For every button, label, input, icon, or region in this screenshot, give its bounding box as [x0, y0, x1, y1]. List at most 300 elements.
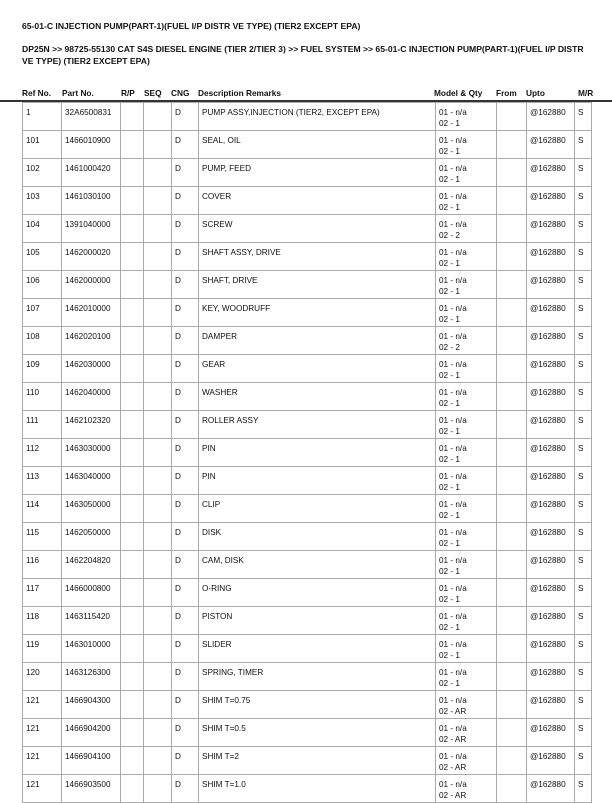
cell-from	[497, 551, 527, 579]
cell-upto: @162880	[527, 411, 575, 439]
cell-mr: S	[575, 663, 592, 691]
model-qty-line: 01 - n/a	[439, 304, 467, 313]
cell-upto: @162880	[527, 495, 575, 523]
cell-mr: S	[575, 439, 592, 467]
col-mr: M/R	[578, 88, 594, 98]
cell-rp	[121, 495, 144, 523]
cell-rp	[121, 691, 144, 719]
cell-from	[497, 299, 527, 327]
cell-desc: SHIM T=0.5	[199, 719, 436, 747]
col-cng: CNG	[171, 88, 190, 98]
cell-rp	[121, 159, 144, 187]
model-qty-line: 01 - n/a	[439, 276, 467, 285]
cell-ref: 111	[23, 411, 62, 439]
cell-mr: S	[575, 411, 592, 439]
cell-upto: @162880	[527, 523, 575, 551]
model-qty-line: 01 - n/a	[439, 416, 467, 425]
cell-rp	[121, 747, 144, 775]
cell-model	[436, 271, 497, 299]
cell-ref: 118	[23, 607, 62, 635]
cell-cng: D	[172, 691, 199, 719]
cell-from	[497, 635, 527, 663]
model-qty-line: 01 - n/a	[439, 220, 467, 229]
model-qty-line: 02 - 1	[439, 455, 460, 464]
cell-model	[436, 663, 497, 691]
cell-upto: @162880	[527, 159, 575, 187]
model-qty-line: 02 - 1	[439, 175, 460, 184]
model-qty-line: 02 - AR	[439, 735, 467, 744]
cell-rp	[121, 579, 144, 607]
model-qty-line: 02 - AR	[439, 763, 467, 772]
cell-from	[497, 103, 527, 131]
cell-mr: S	[575, 467, 592, 495]
cell-mr: S	[575, 103, 592, 131]
cell-model	[436, 299, 497, 327]
model-qty-line: 01 - n/a	[439, 248, 467, 257]
cell-part: 1466904100	[62, 747, 121, 775]
cell-cng: D	[172, 271, 199, 299]
cell-from	[497, 187, 527, 215]
cell-model	[436, 607, 497, 635]
cell-upto: @162880	[527, 271, 575, 299]
cell-from	[497, 411, 527, 439]
table-row	[23, 635, 592, 663]
cell-part: 1462102320	[62, 411, 121, 439]
model-qty-line: 02 - AR	[439, 707, 467, 716]
cell-desc: COVER	[199, 187, 436, 215]
cell-cng: D	[172, 579, 199, 607]
cell-rp	[121, 355, 144, 383]
cell-cng: D	[172, 719, 199, 747]
cell-upto: @162880	[527, 467, 575, 495]
cell-seq	[144, 439, 172, 467]
cell-part: 1462010000	[62, 299, 121, 327]
model-qty-line: 01 - n/a	[439, 388, 467, 397]
cell-from	[497, 691, 527, 719]
col-from: From	[496, 88, 517, 98]
cell-cng: D	[172, 411, 199, 439]
cell-mr: S	[575, 215, 592, 243]
cell-cng: D	[172, 243, 199, 271]
cell-part: 32A6500831	[62, 103, 121, 131]
cell-model	[436, 187, 497, 215]
cell-seq	[144, 215, 172, 243]
cell-rp	[121, 299, 144, 327]
cell-model	[436, 719, 497, 747]
cell-upto: @162880	[527, 635, 575, 663]
col-ref: Ref No.	[22, 88, 52, 98]
cell-cng: D	[172, 663, 199, 691]
table-row	[23, 187, 592, 215]
cell-rp	[121, 271, 144, 299]
cell-seq	[144, 579, 172, 607]
cell-cng: D	[172, 187, 199, 215]
model-qty-line: 02 - 1	[439, 259, 460, 268]
cell-ref: 119	[23, 635, 62, 663]
table-row	[23, 439, 592, 467]
cell-part: 1462020100	[62, 327, 121, 355]
model-qty-line: 01 - n/a	[439, 584, 467, 593]
model-qty-line: 01 - n/a	[439, 612, 467, 621]
cell-desc: SHIM T=2	[199, 747, 436, 775]
cell-seq	[144, 719, 172, 747]
cell-desc: SPRING, TIMER	[199, 663, 436, 691]
model-qty-line: 02 - 1	[439, 147, 460, 156]
cell-desc: DAMPER	[199, 327, 436, 355]
cell-ref: 106	[23, 271, 62, 299]
model-qty-line: 02 - 1	[439, 651, 460, 660]
cell-part: 1463126300	[62, 663, 121, 691]
cell-seq	[144, 299, 172, 327]
col-desc: Description Remarks	[198, 88, 282, 98]
cell-part: 1466904300	[62, 691, 121, 719]
cell-cng: D	[172, 299, 199, 327]
col-rp: R/P	[121, 88, 135, 98]
table-row	[23, 579, 592, 607]
cell-model	[436, 523, 497, 551]
table-row	[23, 103, 592, 131]
cell-upto: @162880	[527, 215, 575, 243]
cell-desc: WASHER	[199, 383, 436, 411]
cell-part: 1462000020	[62, 243, 121, 271]
cell-mr: S	[575, 271, 592, 299]
model-qty-line: 01 - n/a	[439, 668, 467, 677]
cell-part: 1463010000	[62, 635, 121, 663]
cell-mr: S	[575, 299, 592, 327]
cell-part: 1466903500	[62, 775, 121, 803]
cell-seq	[144, 159, 172, 187]
cell-ref: 109	[23, 355, 62, 383]
cell-mr: S	[575, 187, 592, 215]
table-row	[23, 327, 592, 355]
cell-upto: @162880	[527, 439, 575, 467]
model-qty-line: 02 - 1	[439, 203, 460, 212]
cell-ref: 103	[23, 187, 62, 215]
model-qty-line: 01 - n/a	[439, 360, 467, 369]
table-row	[23, 775, 592, 803]
cell-part: 1463040000	[62, 467, 121, 495]
cell-cng: D	[172, 775, 199, 803]
cell-rp	[121, 607, 144, 635]
cell-mr: S	[575, 131, 592, 159]
cell-mr: S	[575, 747, 592, 775]
model-qty-line: 02 - 1	[439, 539, 460, 548]
cell-model	[436, 635, 497, 663]
model-qty-line: 02 - 1	[439, 371, 460, 380]
cell-desc: DISK	[199, 523, 436, 551]
cell-part: 1463050000	[62, 495, 121, 523]
cell-part: 1463115420	[62, 607, 121, 635]
col-seq: SEQ	[144, 88, 162, 98]
cell-upto: @162880	[527, 691, 575, 719]
cell-model	[436, 467, 497, 495]
cell-rp	[121, 215, 144, 243]
cell-cng: D	[172, 355, 199, 383]
col-part: Part No.	[62, 88, 94, 98]
model-qty-line: 02 - 2	[439, 343, 460, 352]
cell-seq	[144, 327, 172, 355]
cell-model	[436, 159, 497, 187]
col-model: Model & Qty	[434, 88, 483, 98]
cell-from	[497, 719, 527, 747]
cell-part: 1462040000	[62, 383, 121, 411]
cell-rp	[121, 439, 144, 467]
model-qty-line: 02 - 1	[439, 623, 460, 632]
cell-model	[436, 439, 497, 467]
col-upto: Upto	[526, 88, 545, 98]
table-row	[23, 523, 592, 551]
cell-rp	[121, 327, 144, 355]
cell-desc: SHIM T=1.0	[199, 775, 436, 803]
cell-rp	[121, 775, 144, 803]
model-qty-line: 01 - n/a	[439, 528, 467, 537]
cell-rp	[121, 467, 144, 495]
model-qty-line: 02 - 1	[439, 595, 460, 604]
cell-from	[497, 439, 527, 467]
cell-cng: D	[172, 103, 199, 131]
model-qty-line: 01 - n/a	[439, 164, 467, 173]
cell-cng: D	[172, 439, 199, 467]
cell-desc: ROLLER ASSY	[199, 411, 436, 439]
table-row	[23, 271, 592, 299]
model-qty-line: 02 - 1	[439, 287, 460, 296]
cell-mr: S	[575, 775, 592, 803]
cell-mr: S	[575, 383, 592, 411]
cell-rp	[121, 243, 144, 271]
cell-ref: 116	[23, 551, 62, 579]
cell-seq	[144, 551, 172, 579]
table-row	[23, 747, 592, 775]
cell-model	[436, 551, 497, 579]
model-qty-line: 02 - 1	[439, 679, 460, 688]
cell-part: 1466010900	[62, 131, 121, 159]
cell-ref: 1	[23, 103, 62, 131]
cell-from	[497, 243, 527, 271]
cell-desc: PIN	[199, 439, 436, 467]
cell-desc: O-RING	[199, 579, 436, 607]
cell-upto: @162880	[527, 383, 575, 411]
cell-seq	[144, 747, 172, 775]
table-row	[23, 691, 592, 719]
cell-seq	[144, 271, 172, 299]
cell-mr: S	[575, 719, 592, 747]
model-qty-line: 02 - AR	[439, 791, 467, 800]
cell-seq	[144, 635, 172, 663]
cell-from	[497, 159, 527, 187]
cell-model	[436, 327, 497, 355]
cell-ref: 102	[23, 159, 62, 187]
model-qty-line: 01 - n/a	[439, 108, 467, 117]
cell-seq	[144, 523, 172, 551]
cell-cng: D	[172, 159, 199, 187]
cell-cng: D	[172, 607, 199, 635]
table-row	[23, 663, 592, 691]
cell-from	[497, 383, 527, 411]
cell-model	[436, 579, 497, 607]
cell-model	[436, 355, 497, 383]
cell-upto: @162880	[527, 719, 575, 747]
cell-desc: SCREW	[199, 215, 436, 243]
model-qty-line: 01 - n/a	[439, 556, 467, 565]
cell-part: 1462030000	[62, 355, 121, 383]
cell-seq	[144, 495, 172, 523]
parts-table	[22, 102, 592, 803]
model-qty-line: 02 - 2	[439, 231, 460, 240]
cell-model	[436, 411, 497, 439]
cell-from	[497, 355, 527, 383]
cell-desc: CLIP	[199, 495, 436, 523]
cell-seq	[144, 691, 172, 719]
cell-upto: @162880	[527, 607, 575, 635]
cell-mr: S	[575, 243, 592, 271]
cell-mr: S	[575, 523, 592, 551]
table-row	[23, 383, 592, 411]
cell-ref: 121	[23, 719, 62, 747]
model-qty-line: 01 - n/a	[439, 444, 467, 453]
cell-cng: D	[172, 383, 199, 411]
cell-model	[436, 243, 497, 271]
cell-seq	[144, 467, 172, 495]
cell-mr: S	[575, 355, 592, 383]
cell-upto: @162880	[527, 243, 575, 271]
cell-upto: @162880	[527, 131, 575, 159]
cell-rp	[121, 523, 144, 551]
table-row	[23, 131, 592, 159]
cell-from	[497, 775, 527, 803]
cell-ref: 113	[23, 467, 62, 495]
cell-seq	[144, 775, 172, 803]
cell-ref: 110	[23, 383, 62, 411]
cell-cng: D	[172, 747, 199, 775]
cell-desc: PUMP ASSY,INJECTION (TIER2, EXCEPT EPA)	[199, 103, 436, 131]
cell-ref: 114	[23, 495, 62, 523]
cell-cng: D	[172, 635, 199, 663]
cell-model	[436, 747, 497, 775]
cell-rp	[121, 663, 144, 691]
model-qty-line: 02 - 1	[439, 511, 460, 520]
cell-upto: @162880	[527, 355, 575, 383]
cell-rp	[121, 551, 144, 579]
cell-model	[436, 103, 497, 131]
cell-desc: CAM, DISK	[199, 551, 436, 579]
cell-upto: @162880	[527, 103, 575, 131]
table-row	[23, 299, 592, 327]
cell-upto: @162880	[527, 187, 575, 215]
cell-from	[497, 579, 527, 607]
cell-cng: D	[172, 467, 199, 495]
model-qty-line: 01 - n/a	[439, 472, 467, 481]
table-row	[23, 551, 592, 579]
cell-desc: KEY, WOODRUFF	[199, 299, 436, 327]
cell-part: 1462204820	[62, 551, 121, 579]
cell-desc: PIN	[199, 467, 436, 495]
model-qty-line: 01 - n/a	[439, 192, 467, 201]
cell-rp	[121, 635, 144, 663]
cell-part: 1391040000	[62, 215, 121, 243]
cell-seq	[144, 131, 172, 159]
cell-mr: S	[575, 635, 592, 663]
table-row	[23, 495, 592, 523]
model-qty-line: 02 - 1	[439, 399, 460, 408]
model-qty-line: 01 - n/a	[439, 640, 467, 649]
cell-seq	[144, 355, 172, 383]
table-row	[23, 159, 592, 187]
cell-ref: 108	[23, 327, 62, 355]
table-row	[23, 243, 592, 271]
cell-from	[497, 271, 527, 299]
cell-from	[497, 663, 527, 691]
cell-mr: S	[575, 327, 592, 355]
cell-rp	[121, 187, 144, 215]
cell-ref: 105	[23, 243, 62, 271]
cell-model	[436, 495, 497, 523]
cell-from	[497, 215, 527, 243]
cell-seq	[144, 383, 172, 411]
cell-rp	[121, 383, 144, 411]
cell-model	[436, 691, 497, 719]
cell-desc: GEAR	[199, 355, 436, 383]
model-qty-line: 01 - n/a	[439, 500, 467, 509]
model-qty-line: 01 - n/a	[439, 696, 467, 705]
cell-part: 1466000800	[62, 579, 121, 607]
cell-ref: 121	[23, 775, 62, 803]
model-qty-line: 01 - n/a	[439, 136, 467, 145]
cell-ref: 104	[23, 215, 62, 243]
cell-ref: 107	[23, 299, 62, 327]
model-qty-line: 02 - 1	[439, 119, 460, 128]
cell-upto: @162880	[527, 327, 575, 355]
cell-cng: D	[172, 523, 199, 551]
cell-model	[436, 131, 497, 159]
table-row	[23, 355, 592, 383]
model-qty-line: 02 - 1	[439, 567, 460, 576]
cell-cng: D	[172, 327, 199, 355]
cell-ref: 112	[23, 439, 62, 467]
cell-cng: D	[172, 215, 199, 243]
cell-from	[497, 523, 527, 551]
cell-mr: S	[575, 495, 592, 523]
breadcrumb: DP25N >> 98725-55130 CAT S4S DIESEL ENGINE (TIER 2/TIER 3) >> FUEL SYSTEM >> 65-01-C INJECTION PUMP(PART-1)(FUEL I/P DISTR VE TYPE) (TIER2 EXCEPT EPA)	[22, 44, 584, 66]
cell-seq	[144, 411, 172, 439]
cell-mr: S	[575, 579, 592, 607]
cell-model	[436, 775, 497, 803]
cell-model	[436, 215, 497, 243]
cell-mr: S	[575, 551, 592, 579]
cell-mr: S	[575, 159, 592, 187]
cell-part: 1463030000	[62, 439, 121, 467]
cell-desc: SEAL, OIL	[199, 131, 436, 159]
cell-seq	[144, 663, 172, 691]
table-row	[23, 607, 592, 635]
cell-seq	[144, 187, 172, 215]
cell-cng: D	[172, 551, 199, 579]
cell-part: 1461030100	[62, 187, 121, 215]
cell-mr: S	[575, 607, 592, 635]
model-qty-line: 01 - n/a	[439, 724, 467, 733]
cell-from	[497, 747, 527, 775]
cell-from	[497, 607, 527, 635]
cell-desc: SHAFT ASSY, DRIVE	[199, 243, 436, 271]
cell-upto: @162880	[527, 747, 575, 775]
table-row	[23, 215, 592, 243]
cell-upto: @162880	[527, 299, 575, 327]
cell-upto: @162880	[527, 579, 575, 607]
cell-upto: @162880	[527, 775, 575, 803]
cell-desc: SHIM T=0.75	[199, 691, 436, 719]
cell-ref: 121	[23, 747, 62, 775]
cell-from	[497, 131, 527, 159]
cell-rp	[121, 719, 144, 747]
